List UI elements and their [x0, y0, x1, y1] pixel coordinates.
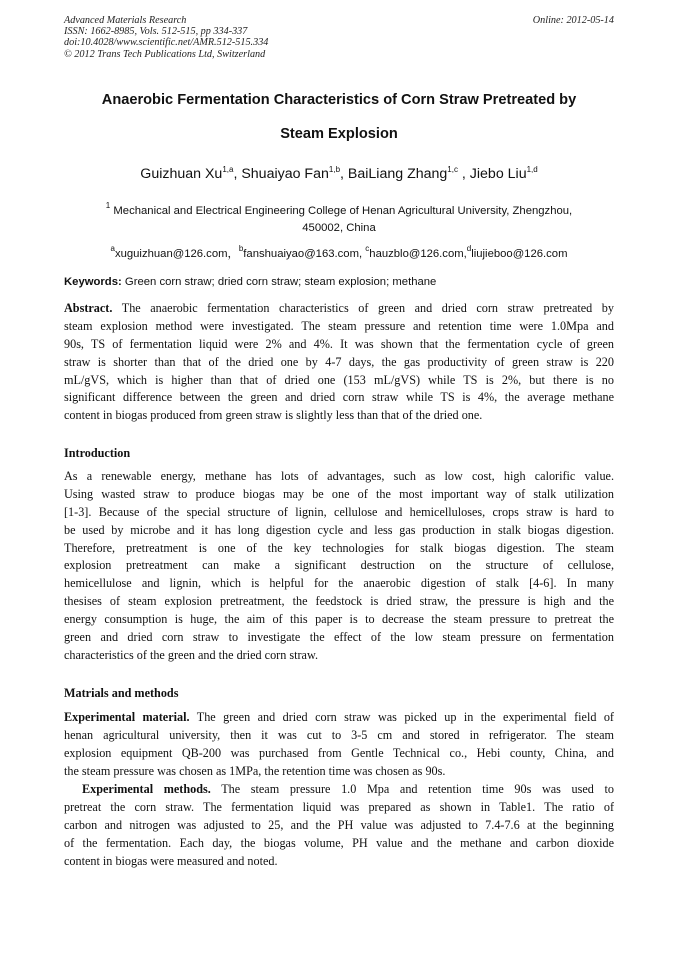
methods-line: carbon and nitrogen was adjusted to 25, and the PH value was adjusted to 7.4-7.6 at the beginning [64, 817, 614, 832]
author-affiliation-mark: 1,b [328, 165, 341, 174]
abstract-line: mL/gVS, which is higher than that of dried one (153 mL/gVS) while TS is 2%, but there is no [64, 372, 614, 387]
methods-line: Experimental methods. The steam pressure 1.0 Mpa and retention time 90s was used to [82, 782, 614, 796]
methods-label: Experimental methods. [82, 782, 211, 796]
intro-line: hemicellulose and lignin, which is helpful for the anaerobic digestion of stalk [4-6]. In many [64, 576, 614, 591]
material-line: henan agricultural university, then it was cut to 3-5 cm and stored in refrigerator. The steam [64, 727, 614, 742]
author-name: Jiebo Liu [469, 166, 527, 182]
intro-line: be used by microbe and it has long digestion cycle and less gas production in stalk biogas digestion. [64, 522, 614, 537]
issn-line: ISSN: 1662-8985, Vols. 512-515, pp 334-337 [64, 26, 248, 38]
affiliation-mark: 1 [105, 201, 111, 210]
author-list [64, 166, 614, 182]
affiliation-text: Mechanical and Electrical Engineering College of Henan Agricultural University, Zhengzhou, [110, 205, 573, 217]
author-name: Shuaiyao Fan [241, 166, 329, 182]
methods-paragraph [64, 781, 614, 870]
journal-header [64, 15, 268, 60]
intro-line: Using wasted straw to produce biogas may be one of the most important way of stalk utilization [64, 486, 614, 501]
email-list [64, 245, 614, 261]
email-address: liujieboo@126.com [471, 248, 568, 260]
material-paragraph [64, 709, 614, 781]
methods-line: pretreat the corn straw. The fermentation liquid was prepared as shown in Table1. The ratio of [64, 799, 614, 814]
abstract-line: steam explosion method were investigated. The steam pressure and retention time were 1.0Mpa and [64, 318, 614, 333]
intro-line: [1-3]. Because of the special structure of lignin, cellulose and hemicelluloses, crops straw is hard to [64, 504, 614, 519]
email-mark: c [365, 244, 370, 253]
online-date: Online: 2012-05-14 [532, 15, 614, 26]
author-affiliation-mark: 1,a [222, 165, 234, 174]
email-address: fanshuaiyao@163.com, [243, 248, 366, 260]
author-separator: , [340, 166, 348, 182]
introduction-paragraph [64, 468, 614, 665]
keywords-text: Green corn straw; dried corn straw; steam explosion; methane [121, 276, 437, 288]
affiliation-line-2: 450002, China [302, 222, 376, 234]
methods-heading: Matrials and methods [64, 686, 179, 700]
intro-line: energy consumption is huge, the aim of this paper is to decrease the steam pressure to pretreat the [64, 612, 614, 627]
email-address: hauzblo@126.com, [369, 248, 467, 260]
abstract-line: Abstract. The anaerobic fermentation characteristics of green and dried corn straw pretreated by [64, 301, 614, 315]
material-line: the steam pressure was chosen as 1MPa, the retention time was chosen as 90s. [64, 763, 446, 778]
intro-line: explosion pretreatment can make a significant destruction on the structure of cellulose, [64, 558, 614, 573]
material-line: Experimental material. The green and dried corn straw was picked up in the experimental field of [64, 710, 614, 724]
abstract-line: significant difference between the green and dried corn straw while TS is 4%, the average methane [64, 390, 614, 405]
abstract-line: straw is shorter than that of the dried one by 4-7 days, the gas productivity of green straw is 220 [64, 354, 614, 369]
email-mark: a [110, 244, 115, 253]
intro-line: green and dried corn straw to investigate the effect of the low steam pressure on fermentation [64, 630, 614, 645]
material-label: Experimental material. [64, 710, 190, 724]
intro-line: characteristics of the green and the dried corn straw. [64, 647, 319, 662]
methods-line: content in biogas were measured and noted. [64, 853, 278, 868]
keywords-label: Keywords: [64, 276, 122, 288]
email-address: xuguizhuan@126.com， [114, 248, 239, 260]
introduction-heading: Introduction [64, 446, 131, 460]
email-mark: b [238, 244, 244, 253]
copyright-line: © 2012 Trans Tech Publications Ltd, Switzerland [64, 48, 266, 60]
abstract-line: content in biogas produced from green straw is slightly less than that of the dried one. [64, 408, 483, 423]
journal-name: Advanced Materials Research [64, 15, 187, 26]
abstract-paragraph [64, 300, 614, 425]
author-name: Guizhuan Xu [140, 166, 223, 182]
author-separator: , [233, 166, 242, 182]
abstract-line: 90s, TS of fermentation liquid were 2% and 4%. It was shown that the fermentation cycle of green [64, 336, 614, 351]
doi-line: doi:10.4028/www.scientific.net/AMR.512-515.334 [64, 37, 269, 49]
author-separator: , [457, 166, 470, 182]
material-line: explosion equipment QB-200 was purchased from Gentle Technical co., Hebi county, China, and [64, 745, 614, 760]
intro-line: Therefore, pretreatment is one of the key technologies for stalk biogas digestion. The steam [64, 540, 614, 555]
paper-title-line-1: Anaerobic Fermentation Characteristics of Corn Straw Pretreated by [101, 92, 577, 108]
author-affiliation-mark: 1,c [447, 165, 458, 174]
affiliation-line-1 [64, 201, 614, 217]
email-mark: d [466, 244, 472, 253]
author-name: BaiLiang Zhang [347, 166, 448, 182]
intro-line: thesises of steam explosion pretreatment, the feedstock is dried straw, the pressure is high and the [64, 594, 614, 609]
abstract-label: Abstract. [64, 301, 113, 315]
intro-line: As a renewable energy, methane has lots of advantages, such as low cost, high calorific value. [64, 469, 614, 483]
paper-title-line-2: Steam Explosion [280, 126, 398, 142]
author-affiliation-mark: 1,d [526, 165, 538, 174]
methods-line: of the fermentation. Each day, the biogas volume, PH value and the methane and carbon dioxide [64, 835, 614, 850]
keywords-line [64, 276, 436, 288]
